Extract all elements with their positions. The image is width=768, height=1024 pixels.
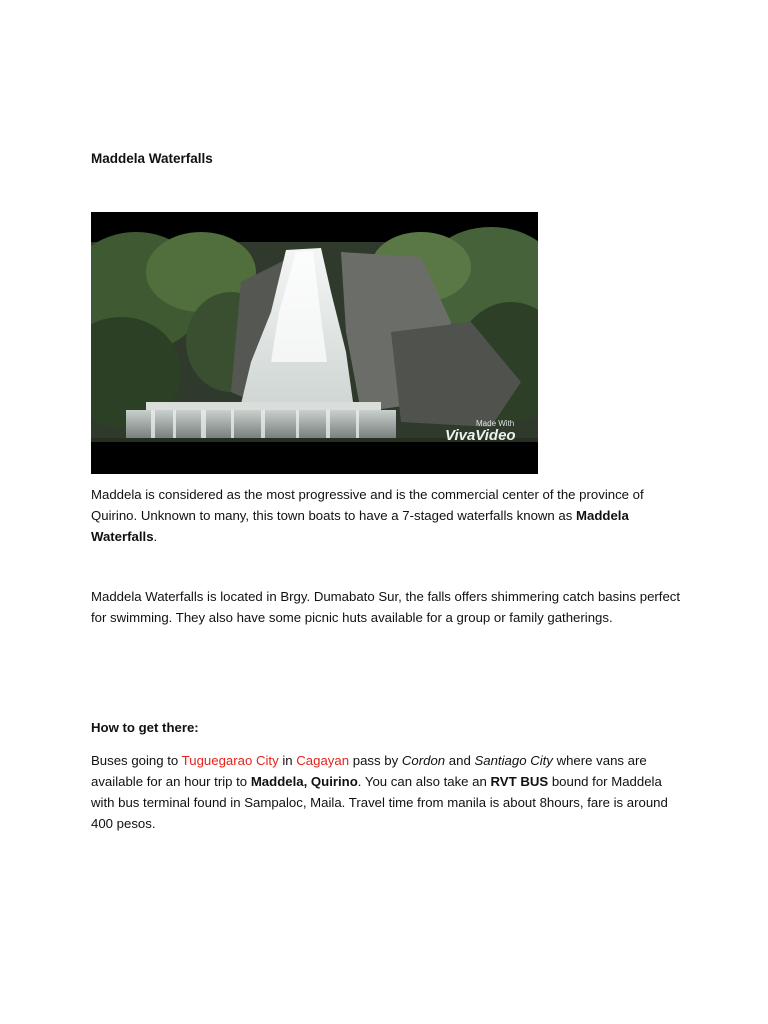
italic-cordon: Cordon [401,753,446,768]
bold-rvt-bus: RVT BUS [490,774,549,789]
paragraph-intro-end: . [153,529,158,544]
paragraph-directions [91,750,681,834]
directions-text-6: . You can also take an [357,774,491,789]
directions-text-3: pass by [349,753,402,768]
paragraph-intro-text: Maddela is considered as the most progressive and is the commercial center of the province of Quirino. Unknown to many, this town boats to have a 7-staged waterfalls known as [91,487,644,523]
directions-text-5: where vans are available for an hour trip to [91,753,647,789]
link-cagayan[interactable]: Cagayan [296,753,350,768]
paragraph-intro [91,484,681,547]
directions-text-7: bound for Maddela with bus terminal found in Sampaloc, Maila. Travel time from manila is about 8hours, fare is around 400 pesos. [91,774,668,831]
document-title: Maddela Waterfalls [91,151,213,166]
directions-text-2: in [278,753,297,768]
directions-text-4: and [445,753,475,768]
bold-maddela-quirino: Maddela, Quirino [250,774,358,789]
how-to-get-there-heading: How to get there: [91,720,199,735]
link-tuguegarao-city[interactable]: Tuguegarao City [181,753,279,768]
bold-maddela-waterfalls: Maddela Waterfalls [91,508,629,544]
paragraph-location: Maddela Waterfalls is located in Brgy. Dumabato Sur, the falls offers shimmering catch basins perfect for swimming. They also have some picnic huts available for a group or family gatherings. [91,589,681,625]
waterfall-video[interactable] [91,212,538,474]
italic-santiago-city: Santiago City [474,753,553,768]
watermark-brand: VivaVideo [445,427,516,444]
waterfall-image [91,212,538,474]
watermark-made-with: Made With [476,419,515,428]
directions-text-1: Buses going to [91,753,182,768]
